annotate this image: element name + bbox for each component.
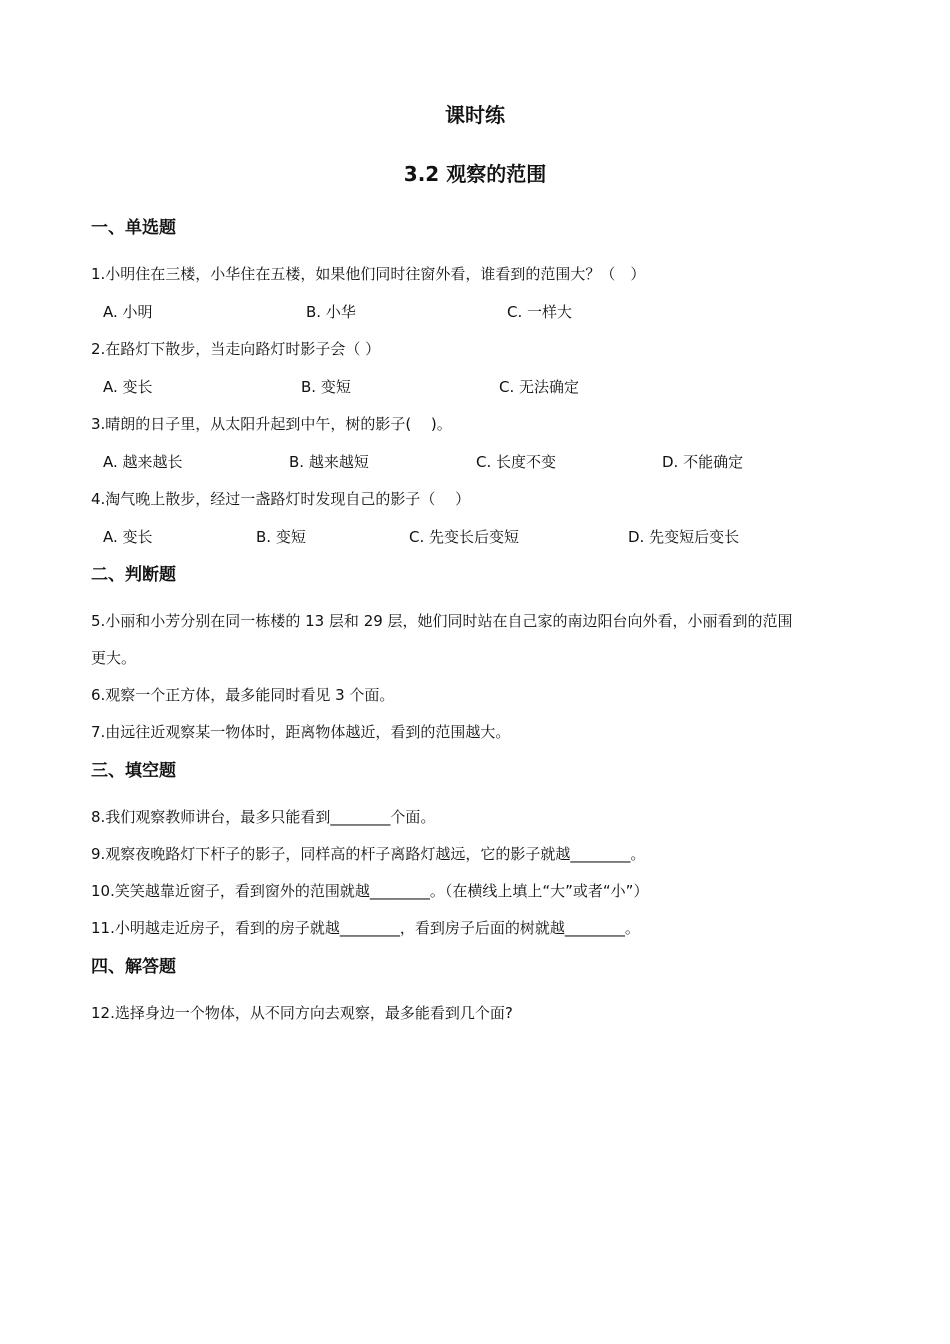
section-heading-true-false: 二、判断题 <box>91 565 176 585</box>
question-2: 2.在路灯下散步，当走向路灯时影子会（ ） <box>91 340 381 358</box>
question-1-option-c: C. 一样大 <box>507 303 573 321</box>
question-9: 9.观察夜晚路灯下杆子的影子，同样高的杆子离路灯越远，它的影子就越________。 <box>91 845 646 863</box>
question-4: 4.淘气晚上散步，经过一盏路灯时发现自己的影子（ ） <box>91 490 471 508</box>
question-1: 1.小明住在三楼，小华住在五楼，如果他们同时往窗外看，谁看到的范围大？（ ） <box>91 265 646 283</box>
question-2-option-a: A. 变长 <box>103 378 153 396</box>
question-6: 6.观察一个正方体，最多能同时看见 3 个面。 <box>91 686 395 704</box>
page-title: 课时练 <box>445 103 505 127</box>
question-2-option-c: C. 无法确定 <box>499 378 580 396</box>
question-5-line-1: 5.小丽和小芳分别在同一栋楼的 13 层和 29 层，她们同时站在自己家的南边阳台向外看，小丽看到的范围 <box>91 612 793 630</box>
section-heading-single-choice: 一、单选题 <box>91 218 176 238</box>
question-1-option-a: A. 小明 <box>103 303 153 321</box>
question-3-option-c: C. 长度不变 <box>476 453 557 471</box>
question-8: 8.我们观察教师讲台，最多只能看到________个面。 <box>91 808 436 826</box>
question-3-option-a: A. 越来越长 <box>103 453 183 471</box>
section-heading-fill-blank: 三、填空题 <box>91 761 176 781</box>
question-4-option-d: D. 先变短后变长 <box>628 528 740 546</box>
question-10: 10.笑笑越靠近窗子，看到窗外的范围就越________。（在横线上填上“大”或者“小”） <box>91 882 649 900</box>
section-heading-answer: 四、解答题 <box>91 957 176 977</box>
question-4-option-a: A. 变长 <box>103 528 153 546</box>
question-4-option-c: C. 先变长后变短 <box>409 528 520 546</box>
question-3: 3.晴朗的日子里，从太阳升起到中午，树的影子( )。 <box>91 415 452 433</box>
question-3-option-b: B. 越来越短 <box>289 453 369 471</box>
question-5-line-2: 更大。 <box>91 649 137 667</box>
question-7: 7.由远往近观察某一物体时，距离物体越近，看到的范围越大。 <box>91 723 511 741</box>
question-1-option-b: B. 小华 <box>306 303 356 321</box>
question-11: 11.小明越走近房子，看到的房子就越________，看到房子后面的树就越________。 <box>91 919 640 937</box>
question-3-option-d: D. 不能确定 <box>662 453 744 471</box>
question-12: 12.选择身边一个物体，从不同方向去观察，最多能看到几个面? <box>91 1004 513 1022</box>
question-4-option-b: B. 变短 <box>256 528 306 546</box>
lesson-title: 3.2 观察的范围 <box>403 162 547 186</box>
question-2-option-b: B. 变短 <box>301 378 351 396</box>
